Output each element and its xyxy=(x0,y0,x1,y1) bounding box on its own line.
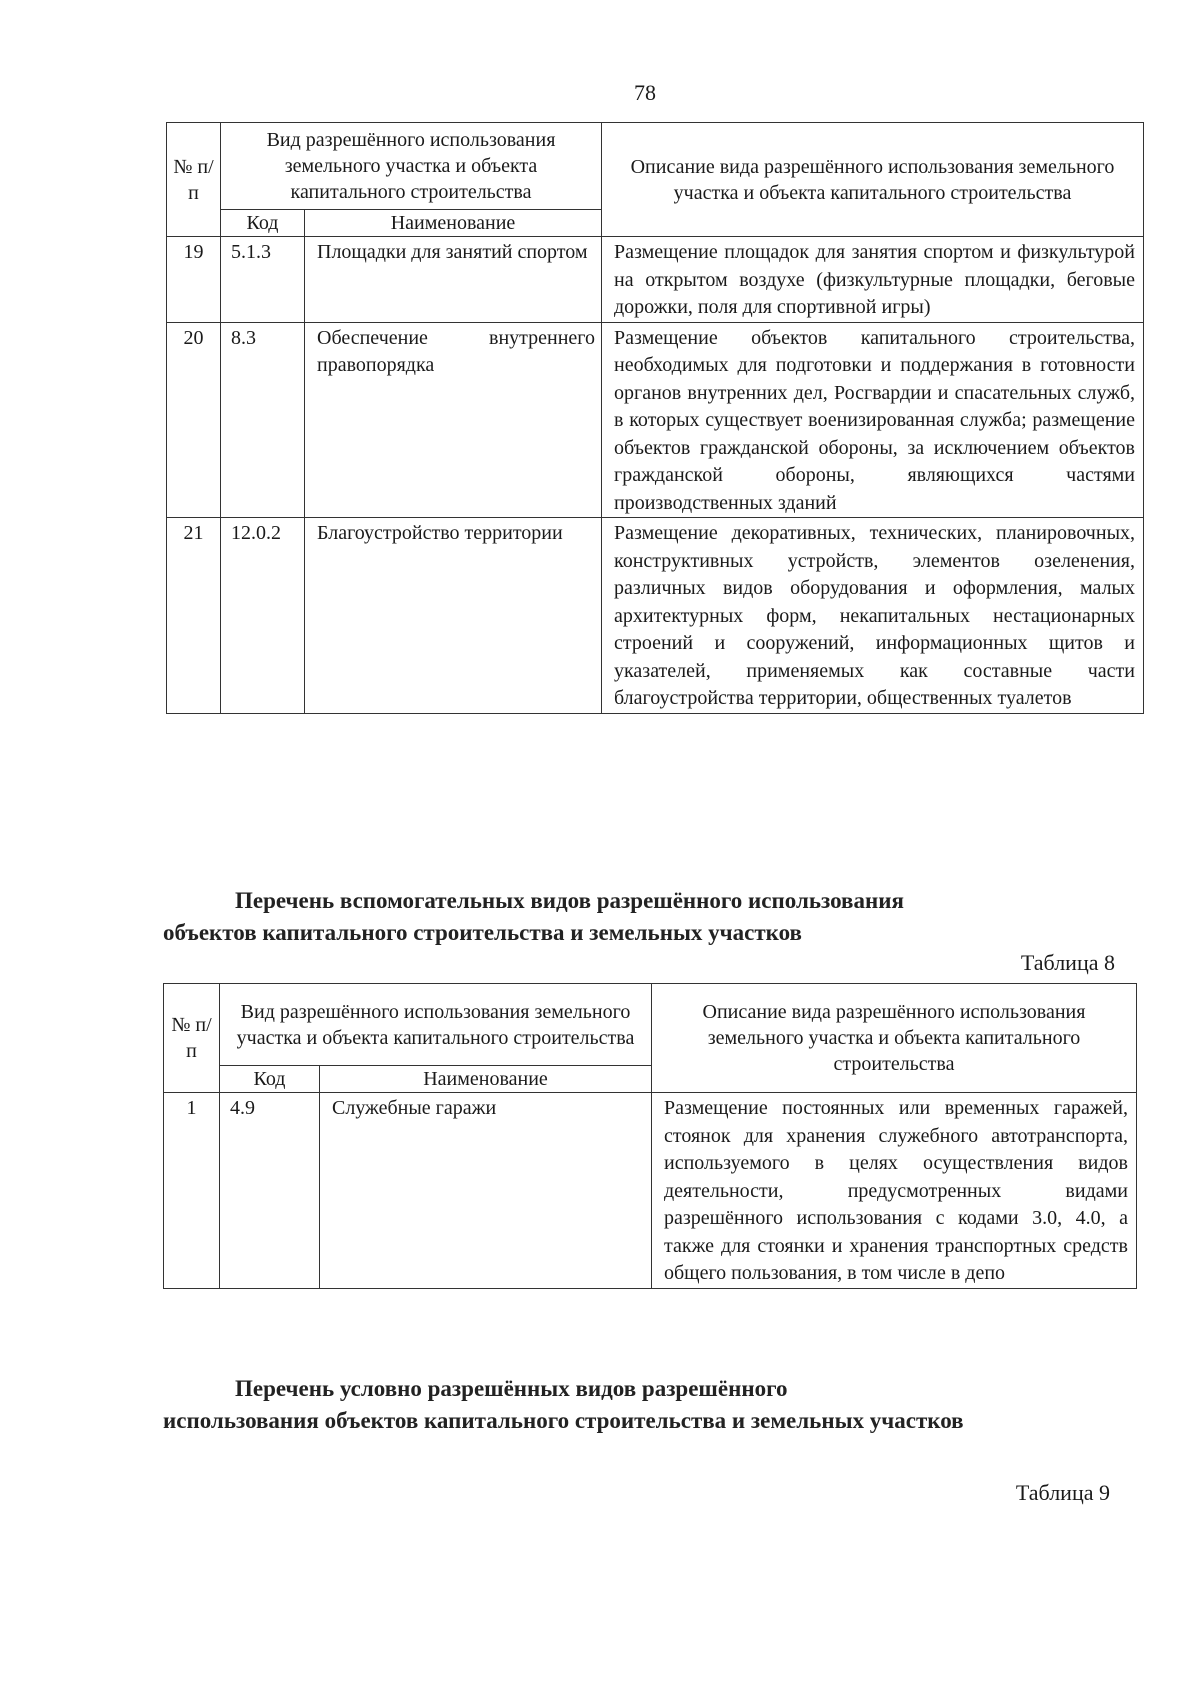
header-vid: Вид разрешённого использования земельного участка и объекта капитального строительства xyxy=(220,984,652,1066)
row-number: 1 xyxy=(164,1093,220,1289)
heading-line: использования объектов капитального строительства и земельных участков xyxy=(163,1408,964,1433)
row-description: Размещение объектов капитального строительства, необходимых для подготовки и поддержания в готовности органов внутренних дел, Росгвардии и спасательных служб, в которых существует военизированная служба; размещение объектов гражданской обороны, за исключением объектов гражданской обороны, являющихся частями производственных зданий xyxy=(602,322,1144,518)
row-code: 8.3 xyxy=(221,322,305,518)
row-description: Размещение декоративных, технических, планировочных, конструктивных устройств, элементов озеленения, различных видов оборудования и оформления, малых архитектурных форм, некапитальных нестационарных строений и сооружений, информационных щитов и указателей, применяемых как составные части благоустройства территории, общественных туалетов xyxy=(602,518,1144,714)
section-heading-auxiliary-uses xyxy=(163,885,1116,949)
header-num: № п/п xyxy=(167,123,221,237)
row-name: Площадки для занятий спортом xyxy=(305,237,602,323)
header-name: Наименование xyxy=(320,1066,652,1093)
table-row xyxy=(167,322,1144,518)
table-8-label: Таблица 8 xyxy=(1020,950,1115,975)
header-name: Наименование xyxy=(305,210,602,237)
heading-line: Перечень условно разрешённых видов разрешённого xyxy=(235,1376,788,1401)
header-num: № п/п xyxy=(164,984,220,1093)
permitted-use-table-continued xyxy=(166,122,1144,714)
row-code: 4.9 xyxy=(220,1093,320,1289)
row-number: 21 xyxy=(167,518,221,714)
table-row xyxy=(164,1093,1137,1289)
auxiliary-use-table xyxy=(163,983,1137,1289)
header-desc: Описание вида разрешённого использования земельного участка и объекта капитального строительства xyxy=(652,984,1137,1093)
row-description: Размещение постоянных или временных гаражей, стоянок для хранения служебного автотранспорта, используемого в целях осуществления видов деятельности, предусмотренных видами разрешённого использования с кодами 3.0, 4.0, а также для стоянки и хранения транспортных средств общего пользования, в том числе в депо xyxy=(652,1093,1137,1289)
header-desc: Описание вида разрешённого использования земельного участка и объекта капитального строительства xyxy=(602,123,1144,237)
table-row xyxy=(167,518,1144,714)
header-code: Код xyxy=(220,1066,320,1093)
row-code: 5.1.3 xyxy=(221,237,305,323)
page-number: 78 xyxy=(634,80,656,105)
row-name: Обеспечение внутреннего правопорядка xyxy=(305,322,602,518)
table-9-label: Таблица 9 xyxy=(1015,1480,1110,1505)
heading-line: объектов капитального строительства и земельных участков xyxy=(163,920,802,945)
heading-line: Перечень вспомогательных видов разрешённого использования xyxy=(235,888,904,913)
section-heading-conditional-uses xyxy=(163,1373,1116,1437)
row-code: 12.0.2 xyxy=(221,518,305,714)
header-vid: Вид разрешённого использования земельного участка и объекта капитального строительства xyxy=(221,123,602,210)
row-number: 20 xyxy=(167,322,221,518)
row-name: Благоустройство территории xyxy=(305,518,602,714)
row-description: Размещение площадок для занятия спортом и физкультурой на открытом воздухе (физкультурные площадки, беговые дорожки, поля для спортивной игры) xyxy=(602,237,1144,323)
table-row xyxy=(167,237,1144,323)
row-number: 19 xyxy=(167,237,221,323)
row-name: Служебные гаражи xyxy=(320,1093,652,1289)
header-code: Код xyxy=(221,210,305,237)
